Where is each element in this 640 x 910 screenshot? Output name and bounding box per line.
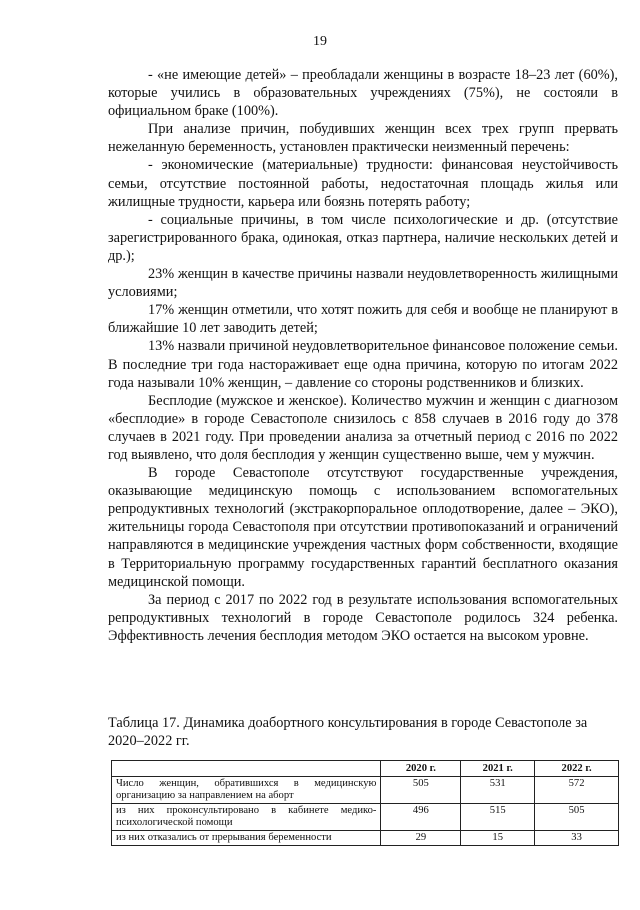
paragraph: В городе Севастополе отсутствуют государственные учреждения, оказывающие медицинскую помощь с использованием вспомогательных репродуктивных технологий (экстракорпоральное оплодотворение, далее – ЭКО), жительницы города Севастополя при отсутствии противопоказаний и ограничений направляются в медицинские учреждения частных форм собственности, входящие в Территориальную программу государственных гарантий бесплатного оказания медицинской помощи. [108,465,618,590]
table-row [112,804,619,831]
table-cell: 29 [381,831,461,846]
paragraph: - «не имеющие детей» – преобладали женщины в возрасте 18–23 лет (60%), которые учились в образовательных учреждениях (75%), не состояли в официальном браке (100%). [108,67,618,120]
paragraph: 23% женщин в качестве причины назвали неудовлетворенность жилищными условиями; [108,266,618,301]
table-header-cell: 2022 г. [535,761,619,777]
table-header-row [112,761,619,777]
data-table [111,760,619,846]
table-cell: 505 [381,777,461,804]
table-header-cell [112,761,381,777]
table-row [112,777,619,804]
paragraph: При анализе причин, побудивших женщин всех трех групп прервать нежеланную беременность, установлен практически неизменный перечень: [108,121,618,156]
table-cell: 15 [461,831,535,846]
table-cell: из них проконсультировано в кабинете медико-психологической помощи [112,804,381,831]
table-cell: 531 [461,777,535,804]
table-row [112,831,619,846]
table-cell: 33 [535,831,619,846]
table-cell: 572 [535,777,619,804]
paragraph: 17% женщин отметили, что хотят пожить для себя и вообще не планируют в ближайшие 10 лет заводить детей; [108,302,618,337]
table-cell: 505 [535,804,619,831]
table-cell: Число женщин, обратившихся в медицинскую организацию за направлением на аборт [112,777,381,804]
table-cell: 515 [461,804,535,831]
paragraph: - экономические (материальные) трудности: финансовая неустойчивость семьи, отсутствие постоянной работы, недостаточная площадь жилья или жилищные трудности, карьера или боязнь потерять работу; [108,157,618,210]
paragraph: Бесплодие (мужское и женское). Количество мужчин и женщин с диагнозом «бесплодие» в городе Севастополе снизилось с 858 случаев в 2016 году до 378 случаев в 2021 году. При проведении анализа за отчетный период с 2016 по 2022 год выявлено, что доля бесплодия у женщин существенно выше, чем у мужчин. [108,392,618,463]
paragraph: За период с 2017 по 2022 год в результате использования вспомогательных репродуктивных технологий в городе Севастополе родилось 324 ребенка. Эффективность лечения бесплодия методом ЭКО остается на высоком уровне. [108,591,618,644]
paragraph: 13% назвали причиной неудовлетворительное финансовое положение семьи. В последние три года настораживает еще одна причина, которую по итогам 2022 года называли 10% женщин, – давление со стороны родственников и близких. [108,338,618,391]
table-cell: из них отказались от прерывания беременности [112,831,381,846]
page-number: 19 [313,34,327,49]
table-cell: 496 [381,804,461,831]
table-caption: Таблица 17. Динамика доабортного консультирования в городе Севастополе за 2020–2022 гг. [108,715,588,750]
paragraph: - социальные причины, в том числе психологические и др. (отсутствие зарегистрированного брака, одинокая, отказ партнера, наличие нескольких детей и др.); [108,211,618,264]
table-header-cell: 2021 г. [461,761,535,777]
table-header-cell: 2020 г. [381,761,461,777]
body-text [108,66,618,645]
